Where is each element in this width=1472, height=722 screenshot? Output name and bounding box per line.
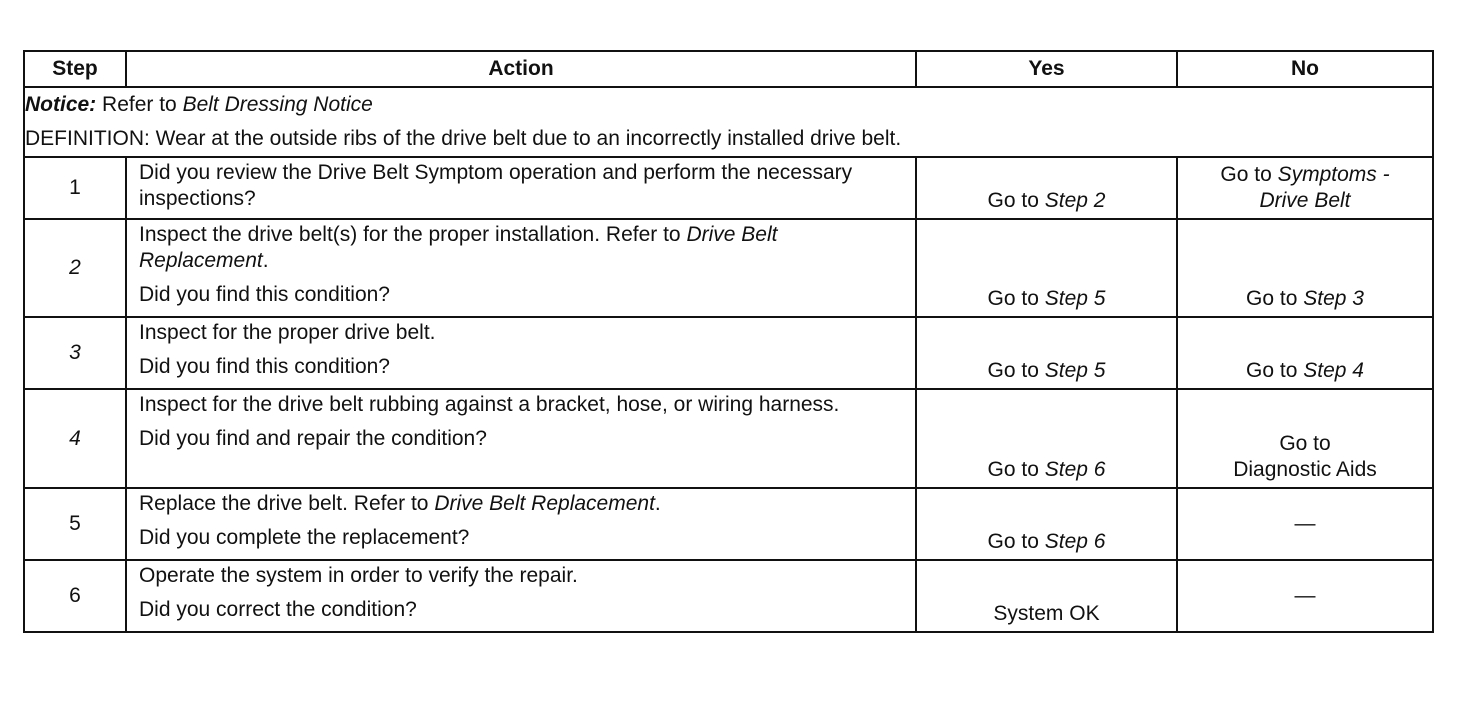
table-row	[24, 219, 1433, 317]
yes-prefix: Go to	[987, 359, 1045, 382]
no-text-line1: Go to	[1279, 432, 1331, 455]
table-row	[24, 157, 1433, 219]
yes-cell	[916, 389, 1177, 488]
no-link[interactable]: Symptoms - Drive Belt	[1259, 163, 1390, 212]
step-number: 3	[24, 317, 126, 389]
action-text: Did you review the Drive Belt Symptom operation and perform the necessary inspections?	[139, 161, 853, 210]
no-prefix: Go to	[1246, 359, 1304, 382]
action-link[interactable]: Drive Belt Replacement	[139, 223, 778, 272]
notice-link[interactable]: Belt Dressing Notice	[182, 93, 373, 116]
no-link[interactable]: Step 4	[1303, 359, 1364, 382]
header-step: Step	[24, 51, 126, 87]
table-row	[24, 389, 1433, 488]
notice-row	[24, 87, 1433, 157]
action-text	[139, 222, 905, 274]
action-text-suffix: .	[262, 249, 269, 272]
definition-text: DEFINITION: Wear at the outside ribs of the drive belt due to an incorrectly installed drive belt.	[25, 127, 902, 150]
action-cell	[126, 488, 916, 560]
yes-link[interactable]: Step 6	[1044, 530, 1106, 553]
no-cell	[1177, 389, 1433, 488]
table-row	[24, 488, 1433, 560]
header-row	[24, 51, 1433, 87]
yes-cell	[916, 317, 1177, 389]
action-text: Inspect for the drive belt rubbing against a bracket, hose, or wiring harness.	[139, 393, 840, 416]
step-number: 4	[24, 389, 126, 488]
yes-prefix: Go to	[987, 530, 1045, 553]
yes-cell	[916, 219, 1177, 317]
action-cell	[126, 389, 916, 488]
step-number: 6	[24, 560, 126, 632]
notice-text: Refer to	[96, 93, 183, 116]
no-dash: —	[1294, 512, 1316, 535]
yes-cell	[916, 488, 1177, 560]
action-question: Did you complete the replacement?	[139, 526, 470, 549]
no-link[interactable]: Step 3	[1303, 287, 1364, 310]
no-prefix: Go to	[1220, 163, 1278, 186]
step-number: 5	[24, 488, 126, 560]
step-number: 1	[24, 157, 126, 219]
no-dash: —	[1294, 584, 1316, 607]
action-link[interactable]: Drive Belt Replacement	[434, 492, 655, 515]
action-question: Did you find this condition?	[139, 283, 390, 306]
header-no: No	[1177, 51, 1433, 87]
action-cell	[126, 560, 916, 632]
yes-link[interactable]: Step 5	[1044, 359, 1106, 382]
action-text-suffix: .	[654, 492, 661, 515]
table-row	[24, 317, 1433, 389]
yes-prefix: Go to	[987, 458, 1045, 481]
action-cell	[126, 219, 916, 317]
step-number: 2	[24, 219, 126, 317]
action-text: Operate the system in order to verify the repair.	[139, 564, 578, 587]
yes-prefix: Go to	[987, 189, 1045, 212]
yes-link[interactable]: Step 6	[1044, 458, 1106, 481]
yes-link[interactable]: Step 5	[1044, 287, 1106, 310]
no-cell	[1177, 317, 1433, 389]
yes-cell	[916, 157, 1177, 219]
no-cell	[1177, 157, 1433, 219]
action-question: Did you find and repair the condition?	[139, 427, 487, 450]
yes-cell: System OK	[916, 560, 1177, 632]
action-text-prefix: Replace the drive belt. Refer to	[139, 492, 435, 515]
notice-cell	[24, 87, 1433, 157]
action-question: Did you find this condition?	[139, 355, 390, 378]
no-cell	[1177, 488, 1433, 560]
action-cell	[126, 157, 916, 219]
no-prefix: Go to	[1246, 287, 1304, 310]
no-cell	[1177, 219, 1433, 317]
header-yes: Yes	[916, 51, 1177, 87]
action-question: Did you correct the condition?	[139, 598, 417, 621]
diagnostic-table	[23, 50, 1434, 633]
no-text-line2[interactable]: Diagnostic Aids	[1233, 458, 1377, 481]
table-row	[24, 560, 1433, 632]
action-text	[139, 491, 905, 517]
notice-label: Notice:	[25, 93, 97, 116]
no-cell	[1177, 560, 1433, 632]
notice-line	[25, 88, 1432, 122]
yes-prefix: Go to	[987, 287, 1045, 310]
header-action: Action	[126, 51, 916, 87]
action-cell	[126, 317, 916, 389]
action-text: Inspect for the proper drive belt.	[139, 321, 436, 344]
yes-link[interactable]: Step 2	[1044, 189, 1106, 212]
action-text-prefix: Inspect the drive belt(s) for the proper installation. Refer to	[139, 223, 687, 246]
